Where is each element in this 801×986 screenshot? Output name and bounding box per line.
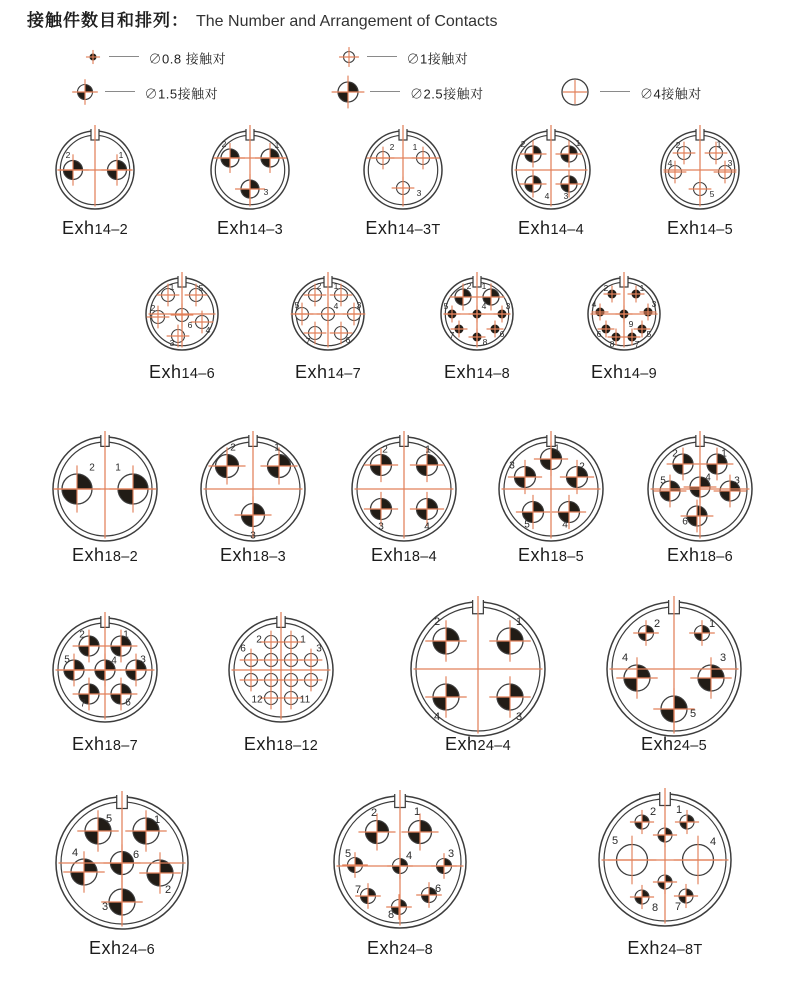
connector-face-exh18-5: [487, 425, 615, 553]
contact-number: 6: [345, 335, 351, 345]
contact-number: 3: [505, 301, 511, 311]
contact-number: 2: [433, 616, 441, 628]
contact-number: 5: [344, 848, 352, 860]
contact-number: 4: [71, 847, 79, 859]
contact-number: 6: [682, 516, 688, 528]
contact-number: 6: [125, 697, 131, 709]
contact-number: 1: [169, 282, 175, 292]
legend-item-label: ∅1.5接触对: [144, 86, 219, 102]
connector-name-exh14-8: [444, 362, 510, 383]
contact-number: 6: [240, 643, 246, 655]
contact-number: 9: [628, 319, 634, 329]
contact-number: 1: [153, 814, 161, 826]
contact-symbol-icon: [552, 69, 598, 115]
contact-number: 1: [300, 634, 306, 646]
contact-number: 12: [251, 694, 263, 706]
contact-number: 6: [434, 883, 442, 895]
contact-number: 5: [294, 300, 300, 310]
contact-number: 2: [221, 139, 227, 149]
contact-number: 5: [646, 329, 652, 339]
contact-quadrant-fill: [338, 92, 348, 102]
contact-number: 7: [674, 901, 682, 913]
contact-number: 6: [187, 320, 193, 330]
connector-face-exh24-5: [595, 590, 753, 748]
contact-number: 3: [101, 901, 109, 913]
connector-series-prefix: Exh: [365, 218, 398, 238]
connector-size-code: 14–6: [181, 366, 215, 382]
contact-symbol-icon: [325, 69, 371, 115]
connector-size-code: 18–7: [104, 738, 138, 754]
contact-number: 6: [596, 329, 602, 339]
title-zh: 接触件数目和排列：: [27, 11, 189, 30]
connector-size-code: 14–3T: [397, 222, 441, 238]
contact-number: 3: [250, 530, 256, 542]
connector-size-code: 18–6: [699, 549, 733, 565]
contact-number: 2: [164, 884, 172, 896]
contact-number: 2: [256, 634, 262, 646]
contact-number: 2: [230, 442, 236, 454]
contact-number: 3: [447, 848, 455, 860]
contact-number: 8: [482, 337, 488, 347]
contact-number: 7: [354, 884, 362, 896]
contact-symbol-icon: [62, 69, 108, 115]
connector-series-prefix: Exh: [371, 545, 404, 565]
connector-name-exh24-4: [445, 734, 511, 755]
legend-dash: [105, 91, 135, 92]
contact-number: 4: [424, 521, 430, 533]
contact-number: 5: [611, 835, 619, 847]
contact-number: 2: [649, 806, 657, 818]
contact-number: 4: [333, 301, 339, 311]
contact-number: 5: [443, 301, 449, 311]
connector-size-code: 18–3: [252, 549, 286, 565]
connector-series-prefix: Exh: [243, 734, 277, 754]
legend-item-label: ∅4接触对: [640, 86, 702, 102]
connector-face-exh14-3: [199, 119, 301, 221]
connector-face-exh14-4: [500, 119, 602, 221]
connector-name-exh18-7: [72, 734, 138, 755]
connector-name-exh18-5: [518, 545, 584, 566]
contact-number: 1: [639, 283, 645, 293]
connector-size-code: 24–4: [477, 738, 511, 754]
connector-series-prefix: Exh: [62, 218, 95, 238]
contact-number: 4: [705, 472, 711, 484]
legend-dash: [370, 91, 400, 92]
contact-number: 3: [509, 460, 515, 472]
connector-series-prefix: Exh: [445, 734, 478, 754]
connector-series-prefix: Exh: [518, 545, 551, 565]
connector-name-exh24-8T: [627, 938, 702, 959]
connector-size-code: 14–2: [94, 222, 128, 238]
contact-number: 8: [387, 909, 395, 921]
contact-number: 4: [667, 158, 673, 168]
connector-face-exh14-8: [429, 266, 525, 362]
contact-number: 1: [413, 806, 421, 818]
contact-number: 1: [515, 616, 523, 628]
contact-number: 2: [672, 448, 678, 460]
legend-item-label: ∅1接触对: [406, 51, 469, 67]
connector-name-exh14-7: [295, 362, 361, 383]
connector-series-prefix: Exh: [295, 362, 328, 382]
connector-size-code: 14–8: [476, 366, 510, 382]
connector-face-exh18-4: [340, 425, 468, 553]
contact-number: 3: [727, 158, 733, 168]
contact-number: 2: [89, 462, 95, 474]
contact-number: 2: [466, 281, 472, 291]
contact-number: 2: [579, 461, 585, 473]
contact-number: 3: [515, 711, 523, 723]
contact-number: 1: [675, 804, 683, 816]
contact-number: 3: [356, 300, 362, 310]
contact-number: 1: [274, 442, 280, 454]
connector-face-exh14-2: [44, 119, 146, 221]
contact-number: 4: [481, 301, 487, 311]
connector-name-exh18-12: [244, 734, 318, 755]
contact-number: 3: [169, 338, 175, 348]
contact-number: 1: [425, 444, 431, 456]
contact-number: 7: [634, 339, 640, 349]
connector-size-code: 14–9: [623, 366, 657, 382]
connector-face-exh18-2: [41, 425, 169, 553]
contact-number: 4: [205, 325, 211, 335]
contact-number: 1: [481, 281, 487, 291]
connector-face-exh14-5: [649, 119, 751, 221]
contact-quadrant-fill: [348, 82, 358, 92]
connector-face-exh24-8: [322, 784, 478, 940]
contact-number: 3: [316, 643, 322, 655]
connector-series-prefix: Exh: [220, 545, 253, 565]
connector-series-prefix: Exh: [217, 218, 250, 238]
contact-number: 1: [721, 448, 727, 460]
contact-number: 2: [316, 281, 322, 291]
contact-number: 1: [412, 142, 418, 152]
contact-number: 5: [105, 813, 113, 825]
contact-number: 3: [651, 299, 657, 309]
connector-face-exh24-4: [399, 590, 557, 748]
connector-name-exh14-3T: [365, 218, 440, 239]
contact-number: 8: [651, 902, 659, 914]
contact-number: 8: [609, 339, 615, 349]
legend-item-label: ∅2.5接触对: [410, 86, 484, 102]
connector-name-exh14-2: [62, 218, 128, 239]
contact-number: 2: [382, 444, 388, 456]
contact-number: 1: [554, 443, 560, 455]
contact-number: 4: [544, 191, 550, 201]
connector-face-exh18-3: [189, 425, 317, 553]
contact-number: 5: [660, 475, 666, 487]
contact-number: 4: [405, 850, 413, 862]
connector-size-code: 14–3: [249, 222, 283, 238]
contact-number: 5: [709, 189, 715, 199]
contact-number: 2: [520, 139, 526, 149]
contact-number: 5: [524, 519, 530, 531]
connector-face-exh14-6: [134, 266, 230, 362]
contact-number: 3: [563, 191, 569, 201]
connector-name-exh24-8: [367, 938, 433, 959]
connector-series-prefix: Exh: [591, 362, 624, 382]
contact-number: 2: [675, 140, 681, 150]
contact-number: 3: [416, 188, 422, 198]
connector-name-exh18-3: [220, 545, 286, 566]
contact-number: 2: [79, 629, 85, 641]
contact-number: 7: [305, 336, 311, 346]
contact-number: 1: [115, 462, 121, 474]
contact-number: 1: [716, 139, 722, 149]
legend-dash: [367, 56, 397, 57]
connector-name-exh24-6: [89, 938, 155, 959]
legend-dash: [600, 91, 630, 92]
connector-series-prefix: Exh: [444, 362, 477, 382]
contact-number: 1: [708, 618, 716, 630]
connector-name-exh18-2: [72, 545, 138, 566]
contact-number: 1: [123, 629, 129, 641]
contact-number: 11: [299, 694, 311, 706]
contact-number: 1: [118, 150, 124, 160]
contact-number: 3: [734, 475, 740, 487]
connector-series-prefix: Exh: [667, 218, 700, 238]
connector-series-prefix: Exh: [518, 218, 551, 238]
connector-face-exh14-7: [280, 266, 376, 362]
contact-number: 3: [263, 187, 269, 197]
contact-number: 1: [575, 138, 581, 148]
contact-number: 3: [378, 521, 384, 533]
connector-size-code: 14–5: [699, 222, 733, 238]
connector-face-exh14-3T: [352, 119, 454, 221]
connector-size-code: 24–5: [673, 738, 707, 754]
contact-number: 4: [709, 836, 717, 848]
contact-number: 5: [689, 708, 697, 720]
connector-name-exh14-4: [518, 218, 584, 239]
contact-number: 3: [140, 654, 146, 666]
connector-series-prefix: Exh: [149, 362, 182, 382]
connector-series-prefix: Exh: [367, 938, 400, 958]
contact-number: 4: [591, 299, 597, 309]
connector-name-exh14-5: [667, 218, 733, 239]
connector-size-code: 14–4: [550, 222, 584, 238]
contact-number: 2: [389, 142, 395, 152]
connector-series-prefix: Exh: [89, 938, 122, 958]
connector-size-code: 24–6: [121, 942, 155, 958]
contact-number: 5: [198, 283, 204, 293]
contact-number: 7: [449, 330, 455, 340]
connector-face-exh18-6: [636, 425, 764, 553]
connector-size-code: 18–2: [104, 549, 138, 565]
connector-size-code: 24–8T: [659, 942, 703, 958]
contact-number: 2: [150, 303, 156, 313]
connector-face-exh24-8T: [587, 782, 743, 938]
connector-name-exh24-5: [641, 734, 707, 755]
connector-name-exh18-4: [371, 545, 437, 566]
connector-name-exh14-6: [149, 362, 215, 383]
connector-size-code: 24–8: [399, 942, 433, 958]
connector-name-exh14-3: [217, 218, 283, 239]
contact-number: 4: [111, 655, 117, 667]
contact-number: 6: [499, 329, 505, 339]
contact-quadrant-fill: [85, 85, 92, 92]
connector-face-exh18-7: [41, 606, 169, 734]
contact-number: 7: [80, 698, 86, 710]
connector-series-prefix: Exh: [72, 545, 105, 565]
connector-name-exh18-6: [667, 545, 733, 566]
contact-number: 2: [370, 807, 378, 819]
contact-number: 4: [621, 652, 629, 664]
contact-number: 1: [333, 281, 339, 291]
connector-series-prefix: Exh: [72, 734, 105, 754]
legend-item-label: ∅0.8 接触对: [148, 51, 227, 67]
connector-face-exh24-6: [44, 785, 200, 941]
page-title: [27, 6, 498, 31]
connector-size-code: 18–5: [550, 549, 584, 565]
connector-face-exh14-9: [576, 266, 672, 362]
contact-number: 2: [65, 150, 71, 160]
title-en: The Number and Arrangement of Contacts: [196, 13, 498, 30]
connector-size-code: 14–7: [327, 366, 361, 382]
connector-size-code: 18–4: [403, 549, 437, 565]
contact-number: 4: [562, 519, 568, 531]
contact-quadrant-fill: [78, 92, 85, 99]
contact-number: 5: [64, 654, 70, 666]
contact-number: 3: [719, 652, 727, 664]
connector-series-prefix: Exh: [627, 938, 660, 958]
contact-number: 1: [274, 140, 280, 150]
connector-series-prefix: Exh: [641, 734, 674, 754]
contact-number: 6: [132, 849, 140, 861]
contact-number: 4: [433, 711, 441, 723]
connector-name-exh14-9: [591, 362, 657, 383]
connector-face-exh18-12: [217, 606, 345, 734]
legend-dash: [109, 56, 139, 57]
connector-series-prefix: Exh: [667, 545, 700, 565]
contact-number: 2: [603, 283, 609, 293]
connector-size-code: 18–12: [276, 738, 319, 754]
contact-number: 2: [653, 618, 661, 630]
